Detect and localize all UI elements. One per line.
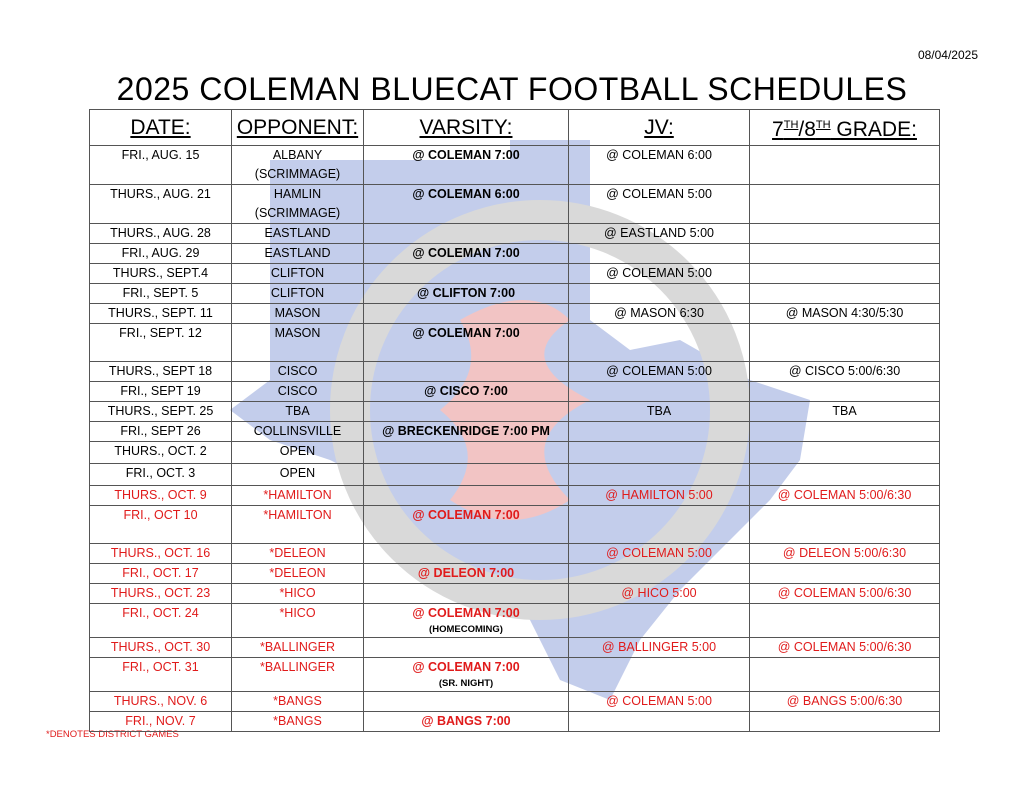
varsity-cell — [364, 382, 569, 402]
date-text: THURS., SEPT.4 — [112, 266, 209, 280]
opponent-cell — [232, 224, 364, 244]
date-text: FRI., NOV. 7 — [125, 714, 196, 728]
grade-cell — [750, 564, 940, 584]
grade-text: @ DELEON 5:00/6:30 — [782, 546, 907, 560]
grade-cell — [750, 544, 940, 564]
jv-cell — [569, 464, 750, 486]
grade-cell — [750, 584, 940, 604]
grade-text: @ CISCO 5:00/6:30 — [788, 364, 901, 378]
header-grade-8: /8 — [798, 118, 816, 141]
jv-text: @ BALLINGER 5:00 — [601, 640, 717, 654]
varsity-cell — [364, 362, 569, 382]
grade-cell — [750, 506, 940, 544]
opponent-cell — [232, 584, 364, 604]
opponent-cell — [232, 506, 364, 544]
varsity-cell — [364, 146, 569, 185]
jv-cell — [569, 146, 750, 185]
date-text: FRI., OCT. 31 — [122, 660, 199, 674]
grade-cell — [750, 324, 940, 362]
table-row — [90, 382, 940, 402]
table-row — [90, 638, 940, 658]
jv-text: @ COLEMAN 5:00 — [606, 364, 712, 378]
date-cell — [90, 422, 232, 442]
jv-text: @ COLEMAN 5:00 — [606, 546, 712, 560]
opponent-text: EASTLAND — [264, 226, 331, 240]
table-row — [90, 464, 940, 486]
varsity-cell — [364, 464, 569, 486]
table-row — [90, 506, 940, 544]
jv-cell — [569, 264, 750, 284]
varsity-cell — [364, 544, 569, 564]
opponent-text: OPEN — [279, 466, 316, 480]
table-row — [90, 402, 940, 422]
date-cell — [90, 692, 232, 712]
table-row — [90, 284, 940, 304]
jv-text: @ HAMILTON 5:00 — [605, 488, 713, 502]
jv-cell — [569, 486, 750, 506]
date-cell — [90, 506, 232, 544]
varsity-cell — [364, 185, 569, 224]
jv-cell — [569, 244, 750, 264]
grade-cell — [750, 604, 940, 638]
grade-cell — [750, 244, 940, 264]
date-text: FRI., SEPT 19 — [120, 384, 201, 398]
jv-cell — [569, 304, 750, 324]
varsity-text: @ COLEMAN 7:00 — [412, 326, 520, 340]
grade-cell — [750, 658, 940, 692]
date-cell — [90, 382, 232, 402]
grade-cell — [750, 224, 940, 244]
date-text: FRI., OCT 10 — [123, 508, 198, 522]
date-cell — [90, 224, 232, 244]
jv-cell — [569, 442, 750, 464]
date-text: FRI., AUG. 15 — [121, 148, 200, 162]
opponent-cell — [232, 284, 364, 304]
date-text: FRI., OCT. 3 — [125, 466, 196, 480]
jv-cell — [569, 324, 750, 362]
opponent-cell — [232, 564, 364, 584]
jv-text: @ COLEMAN 5:00 — [606, 266, 712, 280]
jv-cell — [569, 638, 750, 658]
grade-text: TBA — [832, 404, 857, 418]
date-cell — [90, 362, 232, 382]
table-row — [90, 185, 940, 224]
header-opponent: OPPONENT: — [232, 110, 364, 146]
table-row — [90, 422, 940, 442]
table-row — [90, 604, 940, 638]
opponent-text: *DELEON — [269, 546, 326, 560]
date-cell — [90, 185, 232, 224]
table-row — [90, 692, 940, 712]
opponent-text: ALBANY — [272, 148, 323, 162]
varsity-text: @ BANGS 7:00 — [421, 714, 511, 728]
jv-cell — [569, 422, 750, 442]
table-row — [90, 146, 940, 185]
table-row — [90, 712, 940, 732]
header-grade — [750, 110, 940, 146]
opponent-text: CISCO — [277, 364, 318, 378]
date-cell — [90, 402, 232, 422]
jv-text: @ COLEMAN 6:00 — [606, 148, 712, 162]
varsity-cell — [364, 486, 569, 506]
varsity-text: @ COLEMAN 7:00 — [412, 148, 520, 162]
opponent-text: CISCO — [277, 384, 318, 398]
table-row — [90, 324, 940, 362]
jv-text: @ EASTLAND 5:00 — [604, 226, 714, 240]
varsity-text: @ CISCO 7:00 — [424, 384, 508, 398]
opponent-text: TBA — [285, 404, 310, 418]
grade-cell — [750, 442, 940, 464]
opponent-text: CLIFTON — [270, 286, 325, 300]
date-text: THURS., OCT. 9 — [114, 488, 207, 502]
date-cell — [90, 442, 232, 464]
opponent-text: *BANGS — [273, 694, 322, 708]
opponent-cell — [232, 422, 364, 442]
jv-cell — [569, 712, 750, 732]
opponent-text: CLIFTON — [270, 266, 325, 280]
opponent-text: *DELEON — [269, 566, 326, 580]
opponent-text: HAMLIN — [273, 187, 322, 201]
header-varsity: VARSITY: — [364, 110, 569, 146]
opponent-subtext: (SCRIMMAGE) — [254, 206, 341, 220]
opponent-text: *BALLINGER — [259, 660, 336, 674]
date-text: FRI., SEPT 26 — [120, 424, 201, 438]
jv-cell — [569, 584, 750, 604]
opponent-cell — [232, 442, 364, 464]
jv-cell — [569, 506, 750, 544]
document-date: 08/04/2025 — [917, 48, 978, 62]
table-row — [90, 544, 940, 564]
grade-cell — [750, 692, 940, 712]
opponent-cell — [232, 638, 364, 658]
opponent-text: *BALLINGER — [259, 640, 336, 654]
opponent-cell — [232, 464, 364, 486]
opponent-cell — [232, 185, 364, 224]
varsity-cell — [364, 324, 569, 362]
opponent-text: COLLINSVILLE — [253, 424, 342, 438]
opponent-cell — [232, 382, 364, 402]
grade-text: @ COLEMAN 5:00/6:30 — [777, 586, 912, 600]
header-grade-7: 7 — [772, 118, 784, 141]
date-cell — [90, 264, 232, 284]
date-text: FRI., SEPT. 12 — [119, 326, 202, 340]
varsity-cell — [364, 506, 569, 544]
opponent-subtext: (SCRIMMAGE) — [254, 167, 341, 181]
jv-cell — [569, 604, 750, 638]
grade-cell — [750, 304, 940, 324]
opponent-cell — [232, 146, 364, 185]
header-grade-sup-2: TH — [815, 119, 831, 131]
grade-cell — [750, 486, 940, 506]
date-text: THURS., OCT. 23 — [110, 586, 211, 600]
grade-cell — [750, 362, 940, 382]
grade-cell — [750, 264, 940, 284]
opponent-text: *HICO — [279, 606, 316, 620]
varsity-note: (HOMECOMING) — [429, 624, 503, 635]
date-cell — [90, 284, 232, 304]
page-title: 2025 COLEMAN BLUECAT FOOTBALL SCHEDULES — [116, 71, 908, 107]
date-text: THURS., OCT. 2 — [114, 444, 207, 458]
grade-cell — [750, 712, 940, 732]
header-grade-sup-1: TH — [783, 119, 799, 131]
date-text: FRI., AUG. 29 — [121, 246, 200, 260]
date-text: FRI., SEPT. 5 — [122, 286, 199, 300]
grade-cell — [750, 146, 940, 185]
header-grade-tail: GRADE: — [830, 118, 917, 141]
header-row — [90, 110, 940, 146]
jv-cell — [569, 544, 750, 564]
varsity-text: @ COLEMAN 7:00 — [412, 508, 520, 522]
date-cell — [90, 244, 232, 264]
jv-cell — [569, 564, 750, 584]
jv-cell — [569, 284, 750, 304]
date-cell — [90, 712, 232, 732]
varsity-cell — [364, 638, 569, 658]
opponent-cell — [232, 712, 364, 732]
varsity-cell — [364, 658, 569, 692]
opponent-cell — [232, 604, 364, 638]
date-cell — [90, 486, 232, 506]
opponent-cell — [232, 362, 364, 382]
grade-text: @ COLEMAN 5:00/6:30 — [777, 640, 912, 654]
date-text: THURS., AUG. 28 — [110, 226, 211, 240]
grade-cell — [750, 185, 940, 224]
jv-text: @ MASON 6:30 — [614, 306, 704, 320]
jv-text: @ COLEMAN 5:00 — [606, 694, 712, 708]
opponent-text: MASON — [274, 326, 321, 340]
varsity-cell — [364, 442, 569, 464]
jv-text: TBA — [646, 404, 672, 418]
grade-cell — [750, 464, 940, 486]
opponent-cell — [232, 244, 364, 264]
date-text: THURS., OCT. 16 — [110, 546, 211, 560]
date-cell — [90, 658, 232, 692]
varsity-cell — [364, 284, 569, 304]
grade-cell — [750, 284, 940, 304]
jv-cell — [569, 224, 750, 244]
grade-cell — [750, 422, 940, 442]
opponent-cell — [232, 692, 364, 712]
varsity-cell — [364, 264, 569, 284]
table-row — [90, 304, 940, 324]
varsity-cell — [364, 712, 569, 732]
header-date: DATE: — [90, 110, 232, 146]
schedule-table — [89, 109, 940, 732]
date-cell — [90, 584, 232, 604]
varsity-cell — [364, 604, 569, 638]
date-cell — [90, 324, 232, 362]
varsity-cell — [364, 564, 569, 584]
grade-text: @ MASON 4:30/5:30 — [785, 306, 904, 320]
varsity-text: @ DELEON 7:00 — [417, 566, 515, 580]
varsity-text: @ COLEMAN 7:00 — [412, 246, 520, 260]
varsity-text: @ CLIFTON 7:00 — [416, 286, 516, 300]
opponent-cell — [232, 264, 364, 284]
date-cell — [90, 304, 232, 324]
date-text: THURS., SEPT. 25 — [107, 404, 214, 418]
opponent-cell — [232, 304, 364, 324]
grade-cell — [750, 638, 940, 658]
date-cell — [90, 638, 232, 658]
jv-text: @ COLEMAN 5:00 — [606, 187, 712, 201]
table-row — [90, 658, 940, 692]
table-row — [90, 584, 940, 604]
varsity-cell — [364, 584, 569, 604]
table-row — [90, 486, 940, 506]
jv-text: @ HICO 5:00 — [621, 586, 697, 600]
varsity-note: (SR. NIGHT) — [438, 678, 494, 689]
grade-text: @ BANGS 5:00/6:30 — [786, 694, 903, 708]
jv-cell — [569, 362, 750, 382]
varsity-cell — [364, 244, 569, 264]
varsity-cell — [364, 402, 569, 422]
date-text: THURS., NOV. 6 — [113, 694, 208, 708]
jv-cell — [569, 658, 750, 692]
table-row — [90, 362, 940, 382]
grade-cell — [750, 382, 940, 402]
opponent-text: MASON — [274, 306, 321, 320]
table-row — [90, 442, 940, 464]
jv-cell — [569, 402, 750, 422]
table-row — [90, 264, 940, 284]
date-text: FRI., OCT. 24 — [122, 606, 199, 620]
grade-text: @ COLEMAN 5:00/6:30 — [777, 488, 912, 502]
date-cell — [90, 464, 232, 486]
varsity-text: @ COLEMAN 6:00 — [412, 187, 520, 201]
opponent-text: OPEN — [279, 444, 316, 458]
opponent-cell — [232, 402, 364, 422]
opponent-text: *HAMILTON — [263, 508, 332, 522]
table-row — [90, 224, 940, 244]
date-cell — [90, 604, 232, 638]
grade-cell — [750, 402, 940, 422]
opponent-text: *BANGS — [273, 714, 322, 728]
opponent-text: *HICO — [279, 586, 316, 600]
date-text: THURS., SEPT 18 — [108, 364, 213, 378]
header-jv: JV: — [569, 110, 750, 146]
date-text: FRI., OCT. 17 — [122, 566, 199, 580]
date-text: THURS., OCT. 30 — [110, 640, 211, 654]
opponent-cell — [232, 324, 364, 362]
opponent-cell — [232, 544, 364, 564]
table-row — [90, 244, 940, 264]
varsity-cell — [364, 692, 569, 712]
varsity-cell — [364, 422, 569, 442]
varsity-text: @ COLEMAN 7:00 — [412, 660, 520, 674]
jv-cell — [569, 185, 750, 224]
date-cell — [90, 564, 232, 584]
varsity-cell — [364, 224, 569, 244]
date-text: THURS., SEPT. 11 — [108, 306, 213, 320]
opponent-cell — [232, 486, 364, 506]
jv-cell — [569, 382, 750, 402]
varsity-text: @ COLEMAN 7:00 — [412, 606, 520, 620]
opponent-cell — [232, 658, 364, 692]
table-row — [90, 564, 940, 584]
varsity-text: @ BRECKENRIDGE 7:00 PM — [382, 424, 550, 438]
date-text: THURS., AUG. 21 — [110, 187, 211, 201]
jv-cell — [569, 692, 750, 712]
opponent-text: EASTLAND — [264, 246, 331, 260]
opponent-text: *HAMILTON — [263, 488, 332, 502]
district-footnote: *DENOTES DISTRICT GAMES — [46, 729, 179, 740]
date-cell — [90, 146, 232, 185]
varsity-cell — [364, 304, 569, 324]
date-cell — [90, 544, 232, 564]
